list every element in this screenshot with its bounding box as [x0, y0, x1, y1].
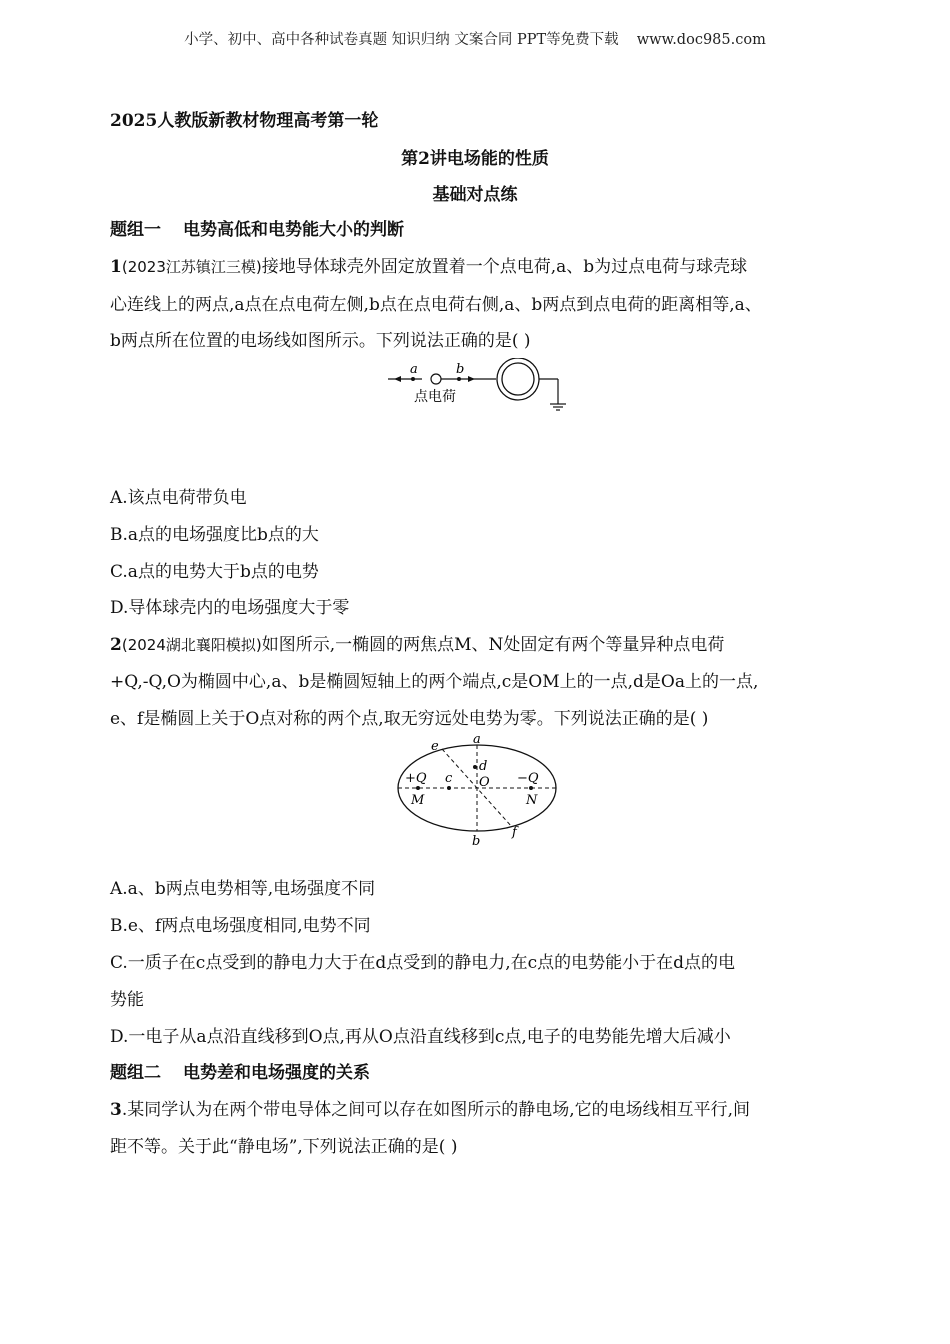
- series-title: 2025人教版新教材物理高考第一轮: [110, 111, 379, 131]
- q2-source: (2024湖北襄阳模拟): [121, 636, 262, 654]
- q1-option-c[interactable]: C.a点的电势大于b点的电势: [110, 562, 319, 582]
- q1-line3: b两点所在位置的电场线如图所示。下列说法正确的是( ): [110, 331, 531, 351]
- group2-heading: [110, 1058, 370, 1083]
- q2-label-b: b: [472, 834, 481, 849]
- q2-line1: [110, 630, 724, 655]
- q2-stem-1: 如图所示,一椭圆的两焦点M、N处固定有两个等量异种点电荷: [261, 635, 725, 655]
- q2-label-m: M: [411, 793, 425, 808]
- q3-line1: [110, 1095, 750, 1120]
- q2-option-c[interactable]: C.一质子在c点受到的静电力大于在d点受到的静电力,在c点的电势能小于在d点的电: [110, 953, 736, 973]
- section-title: 基础对点练: [432, 185, 518, 205]
- header-text: 小学、初中、高中各种试卷真题 知识归纳 文案合同 PPT等免费下载: [184, 32, 619, 48]
- q1-point-a: [411, 377, 415, 381]
- q2-option-d[interactable]: D.一电子从a点沿直线移到O点,再从O点沿直线移到c点,电子的电势能先增大后减小: [110, 1027, 731, 1047]
- q1-line2: 心连线上的两点,a点在点电荷左侧,b点在点电荷右侧,a、b两点到点电荷的距离相等,a、: [110, 295, 762, 315]
- q2-label-plusq: +Q: [405, 771, 427, 786]
- lecture-title: 第2讲电场能的性质: [401, 149, 549, 169]
- q1-source: (2023江苏镇江三模): [121, 258, 262, 276]
- q2-label-n: N: [526, 793, 538, 808]
- q2-point-m: [416, 786, 420, 790]
- q1-label-a: a: [410, 362, 418, 377]
- q1-option-a[interactable]: A.该点电荷带负电: [110, 488, 247, 508]
- q1-point-charge: [431, 374, 441, 384]
- q1-arrow-right: [468, 376, 475, 382]
- q2-label-d: d: [479, 759, 488, 774]
- q2-option-a[interactable]: A.a、b两点电势相等,电场强度不同: [110, 879, 376, 899]
- q2-point-d: [473, 765, 477, 769]
- q2-line3: e、f是椭圆上关于O点对称的两个点,取无穷远处电势为零。下列说法正确的是( ): [110, 709, 709, 729]
- q2-point-c: [447, 786, 451, 790]
- q2-option-c-cont[interactable]: 势能: [110, 990, 144, 1010]
- q1-label-b: b: [456, 362, 465, 377]
- q1-label-charge: 点电荷: [414, 389, 456, 405]
- q2-label-a: a: [473, 732, 481, 747]
- q2-point-n: [529, 786, 533, 790]
- q1-point-b: [457, 377, 461, 381]
- q1-stem-1: 接地导体球壳外固定放置着一个点电荷,a、b为过点电荷与球壳球: [261, 257, 748, 277]
- q3-line2: 距不等。关于此“静电场”,下列说法正确的是( ): [110, 1137, 458, 1157]
- q1-arrow-left: [394, 376, 401, 382]
- q2-label-c: c: [445, 771, 453, 786]
- q1-figure: [380, 358, 580, 418]
- group2-label: 题组二: [110, 1063, 161, 1083]
- q1-shell-outer: [497, 358, 539, 400]
- q1-option-d[interactable]: D.导体球壳内的电场强度大于零: [110, 598, 350, 618]
- header-site[interactable]: www.doc985.com: [636, 32, 766, 48]
- group1-label: 题组一: [110, 220, 161, 240]
- page-header: [0, 28, 950, 49]
- group2-title: 电势差和电场强度的关系: [183, 1063, 370, 1083]
- q2-label-f: f: [512, 825, 517, 840]
- q1-number: 1: [110, 257, 122, 277]
- q3-stem-1: .某同学认为在两个带电导体之间可以存在如图所示的静电场,它的电场线相互平行,间: [121, 1100, 751, 1120]
- q2-label-o: O: [479, 775, 490, 790]
- q2-label-e: e: [431, 739, 439, 754]
- q3-number: 3: [110, 1100, 122, 1120]
- q2-line2: +Q,-Q,O为椭圆中心,a、b是椭圆短轴上的两个端点,c是OM上的一点,d是Oa上的一点,: [110, 672, 759, 692]
- q1-option-b[interactable]: B.a点的电场强度比b点的大: [110, 525, 319, 545]
- q2-label-minusq: −Q: [517, 771, 539, 786]
- group1-heading: [110, 215, 404, 240]
- q2-option-b[interactable]: B.e、f两点电场强度相同,电势不同: [110, 916, 371, 936]
- q2-number: 2: [110, 635, 122, 655]
- q1-line1: [110, 252, 747, 277]
- group1-title: 电势高低和电势能大小的判断: [183, 220, 404, 240]
- q2-figure: [395, 730, 575, 850]
- q1-shell-inner: [502, 363, 534, 395]
